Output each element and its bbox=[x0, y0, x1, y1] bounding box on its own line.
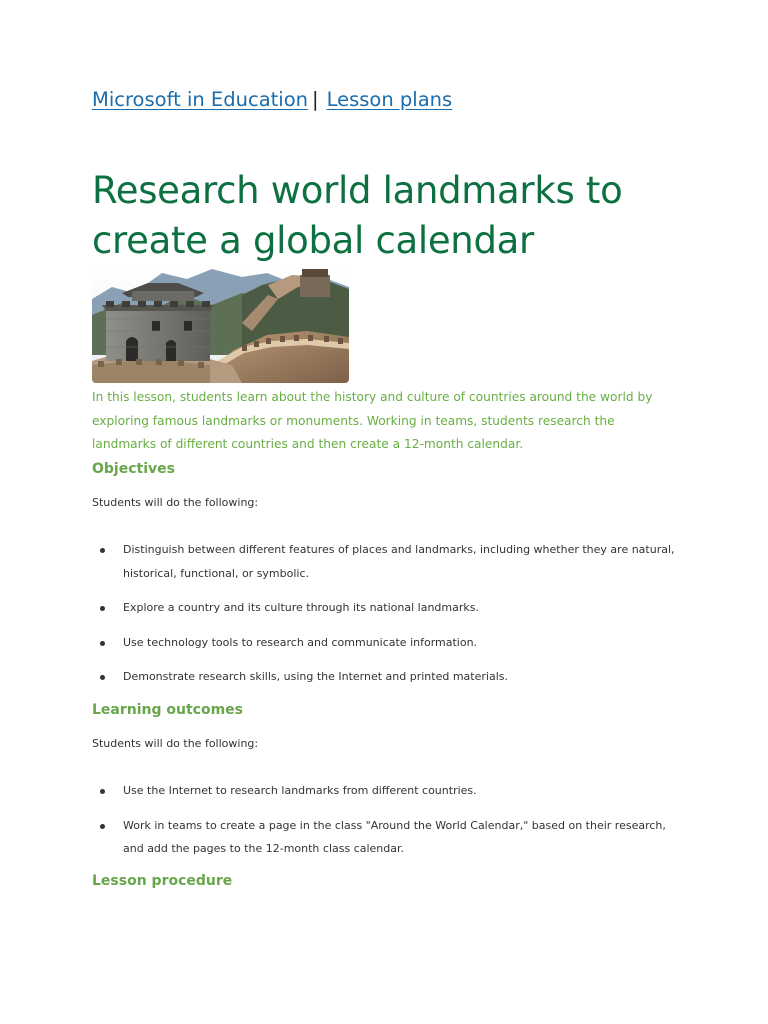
breadcrumb-separator: | bbox=[312, 88, 319, 111]
bullet-icon bbox=[100, 824, 105, 829]
list-item bbox=[92, 631, 682, 655]
lesson-procedure-heading: Lesson procedure bbox=[92, 873, 233, 889]
list-item-text: Demonstrate research skills, using the Internet and printed materials. bbox=[123, 670, 508, 683]
list-item bbox=[92, 779, 682, 803]
list-item bbox=[92, 538, 682, 585]
learning-outcomes-lead: Students will do the following: bbox=[92, 737, 259, 750]
learning-outcomes-heading: Learning outcomes bbox=[92, 702, 244, 718]
great-wall-photo bbox=[92, 265, 349, 383]
list-item-text: Use the Internet to research landmarks from different countries. bbox=[123, 784, 477, 797]
bullet-icon bbox=[100, 606, 105, 611]
list-item-text: Distinguish between different features of places and landmarks, including whether they are natural, historical, functional, or symbolic. bbox=[123, 543, 675, 580]
bullet-icon bbox=[100, 548, 105, 553]
learning-outcomes-list bbox=[92, 779, 682, 872]
page-title: Research world landmarks to create a global calendar bbox=[92, 169, 623, 262]
objectives-heading: Objectives bbox=[92, 461, 175, 477]
list-item-text: Work in teams to create a page in the class "Around the World Calendar," based on their research, and add the pages to the 12-month class calendar. bbox=[123, 818, 666, 855]
list-item-text: Use technology tools to research and communicate information. bbox=[123, 635, 478, 649]
intro-paragraph: In this lesson, students learn about the history and culture of countries around the world by exploring famous landmarks or monuments. Working in teams, students research the landmarks of different countries and then create a 12-month calendar. bbox=[92, 390, 653, 451]
bullet-icon bbox=[100, 675, 105, 680]
list-item-text: Explore a country and its culture through its national landmarks. bbox=[123, 601, 479, 614]
list-item bbox=[92, 596, 682, 620]
objectives-lead: Students will do the following: bbox=[92, 496, 259, 509]
list-item bbox=[92, 814, 682, 861]
objectives-list bbox=[92, 538, 682, 700]
bullet-icon bbox=[100, 641, 105, 646]
bullet-icon bbox=[100, 789, 105, 794]
list-item bbox=[92, 665, 682, 689]
breadcrumb bbox=[92, 88, 452, 111]
breadcrumb-link-microsoft-in-education[interactable]: Microsoft in Education bbox=[92, 88, 308, 111]
breadcrumb-link-lesson-plans[interactable]: Lesson plans bbox=[326, 88, 453, 111]
